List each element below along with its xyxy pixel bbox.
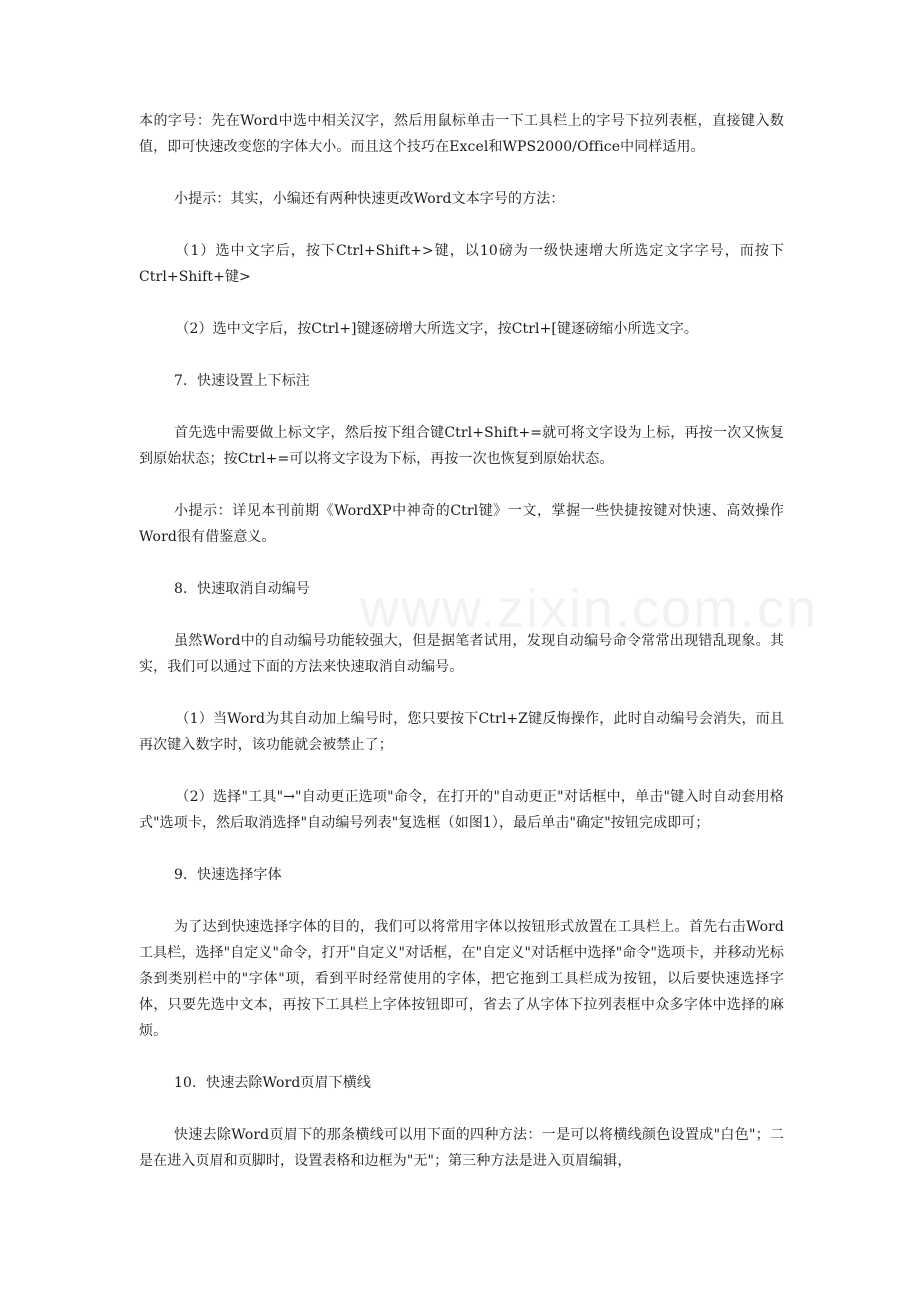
section-heading: 10．快速去除Word页眉下横线 — [174, 1075, 371, 1091]
watermark: www.zixin.com.cn — [360, 579, 819, 639]
document-body — [139, 108, 784, 1200]
section-heading: 7．快速设置上下标注 — [174, 373, 310, 389]
list-item: （1）选中文字后，按下Ctrl+Shift+>键，以10磅为一级快速增大所选定文字字号，而按下Ctrl+Shift+键> — [139, 243, 784, 285]
paragraph: 首先选中需要做上标文字，然后按下组合键Ctrl+Shift+=就可将文字设为上标，再按一次又恢复到原始状态；按Ctrl+=可以将文字设为下标，再按一次也恢复到原始状态。 — [139, 425, 784, 467]
list-item: （1）当Word为其自动加上编号时，您只要按下Ctrl+Z键反悔操作，此时自动编号会消失，而且再次键入数字时，该功能就会被禁止了； — [139, 711, 784, 753]
paragraph: 虽然Word中的自动编号功能较强大，但是据笔者试用，发现自动编号命令常常出现错乱现象。其实，我们可以通过下面的方法来快速取消自动编号。 — [139, 633, 784, 675]
paragraph: 快速去除Word页眉下的那条横线可以用下面的四种方法：一是可以将横线颜色设置成"白色"；二是在进入页眉和页脚时，设置表格和边框为"无"；第三种方法是进入页眉编辑， — [139, 1127, 784, 1169]
list-item: （2）选择"工具"→"自动更正选项"命令，在打开的"自动更正"对话框中，单击"键入时自动套用格式"选项卡，然后取消选择"自动编号列表"复选框（如图1），最后单击"确定"按钮完成即可； — [139, 789, 784, 831]
section-heading: 9．快速选择字体 — [174, 867, 282, 883]
paragraph: 为了达到快速选择字体的目的，我们可以将常用字体以按钮形式放置在工具栏上。首先右击Word工具栏，选择"自定义"命令，打开"自定义"对话框，在"自定义"对话框中选择"命令"选项卡，并移动光标条到类别栏中的"字体"项，看到平时经常使用的字体，把它拖到工具栏成为按钮，以后要快速选择字体，只要先选中文本，再按下工具栏上字体按钮即可，省去了从字体下拉列表框中众多字体中选择的麻烦。 — [139, 919, 784, 1039]
tip-paragraph: 小提示：详见本刊前期《WordXP中神奇的Ctrl键》一文，掌握一些快捷按键对快速、高效操作Word很有借鉴意义。 — [139, 503, 784, 545]
paragraph: 本的字号：先在Word中选中相关汉字，然后用鼠标单击一下工具栏上的字号下拉列表框，直接键入数值，即可快速改变您的字体大小。而且这个技巧在Excel和WPS2000/Office中同样适用。 — [139, 113, 784, 155]
tip-paragraph: 小提示：其实，小编还有两种快速更改Word文本字号的方法： — [174, 191, 565, 207]
list-item: （2）选中文字后，按Ctrl+]键逐磅增大所选文字，按Ctrl+[键逐磅缩小所选文字。 — [175, 321, 698, 337]
section-heading: 8．快速取消自动编号 — [174, 581, 310, 597]
